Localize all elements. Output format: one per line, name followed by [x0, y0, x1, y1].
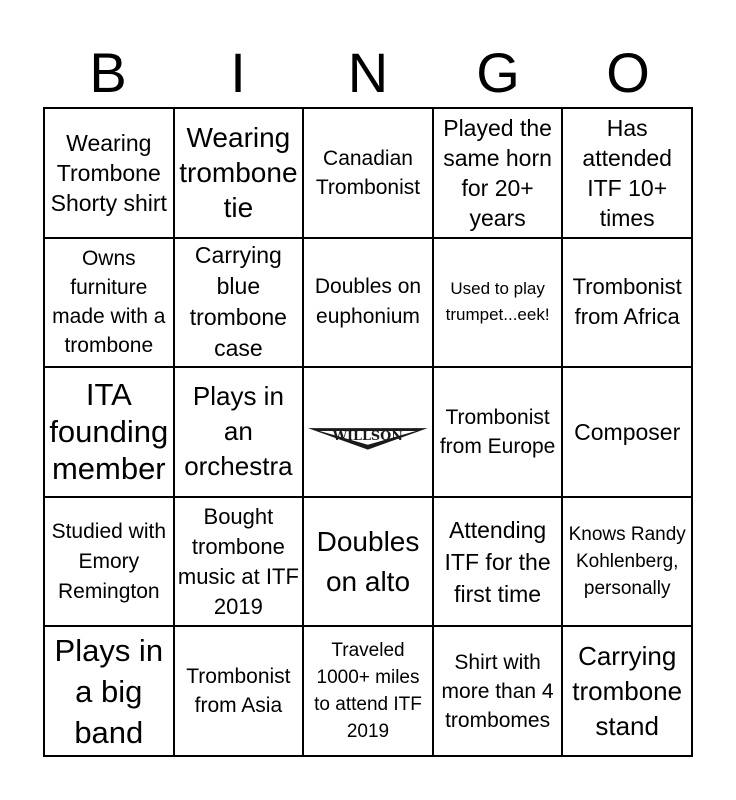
cell-text: Studied with Emory Remington: [51, 519, 166, 603]
bingo-cell[interactable]: [44, 108, 174, 238]
bingo-cell[interactable]: [433, 108, 563, 238]
bingo-cell[interactable]: [303, 108, 433, 238]
bingo-cell[interactable]: [174, 497, 304, 627]
cell-text: Used to play trumpet...eek!: [445, 279, 550, 325]
bingo-cell[interactable]: [44, 497, 174, 627]
cell-text: Has attended ITF 10+ times: [582, 114, 672, 231]
cell-text: Shirt with more than 4 trombomes: [441, 650, 554, 732]
bingo-cell[interactable]: [562, 367, 692, 497]
cell-text: Wearing trombone tie: [179, 122, 298, 224]
cell-text: Trombonist from Europe: [439, 405, 556, 458]
cell-text: Doubles on euphonium: [314, 275, 422, 329]
cell-text: Attending ITF for the first time: [444, 516, 551, 607]
cell-text: Owns furniture made with a trombone: [52, 247, 166, 358]
cell-text: Composer: [574, 418, 681, 445]
bingo-cell[interactable]: [562, 108, 692, 238]
bingo-cell[interactable]: [562, 626, 692, 756]
bingo-cell[interactable]: [433, 626, 563, 756]
bingo-cell[interactable]: [433, 497, 563, 627]
bingo-card: [43, 107, 693, 757]
bingo-cell[interactable]: [174, 108, 304, 238]
header-letter-o: O: [606, 41, 650, 104]
bingo-cell[interactable]: [174, 238, 304, 368]
cell-text: Played the same horn for 20+ years: [443, 114, 552, 231]
header-letter-b: B: [89, 41, 127, 104]
bingo-cell[interactable]: [174, 626, 304, 756]
cell-text: Trombonist from Asia: [186, 665, 291, 718]
bingo-header: [43, 40, 693, 106]
bingo-cell[interactable]: [562, 238, 692, 368]
bingo-cell[interactable]: [303, 238, 433, 368]
bingo-cell[interactable]: [174, 367, 304, 497]
cell-text: Canadian Trombonist: [315, 146, 421, 199]
cell-text: Wearing Trombone Shorty shirt: [50, 129, 167, 216]
cell-text: Traveled 1000+ miles to attend ITF 2019: [314, 640, 422, 743]
cell-text: Plays in a big band: [54, 632, 164, 750]
logo-text: WILLSON: [332, 428, 404, 444]
cell-text: Carrying blue trombone case: [189, 242, 287, 362]
bingo-cell[interactable]: [562, 497, 692, 627]
bingo-cell[interactable]: [303, 626, 433, 756]
cell-text: Carrying trombone stand: [572, 640, 683, 741]
bingo-cell[interactable]: [44, 626, 174, 756]
free-space-cell[interactable]: [303, 367, 433, 497]
header-letter-n: N: [347, 41, 389, 104]
cell-text: Trombonist from Africa: [572, 274, 682, 330]
header-letter-g: G: [476, 41, 520, 104]
bingo-cell[interactable]: [303, 497, 433, 627]
cell-text: ITA founding member: [49, 377, 169, 487]
header-letter-i: I: [230, 41, 246, 104]
cell-text: Plays in an orchestra: [184, 381, 293, 482]
bingo-cell[interactable]: [44, 238, 174, 368]
bingo-cell[interactable]: [44, 367, 174, 497]
bingo-cell[interactable]: [433, 367, 563, 497]
cell-text: Doubles on alto: [316, 525, 420, 597]
willson-logo-icon: [306, 412, 430, 452]
cell-text: Knows Randy Kohlenberg, personally: [568, 524, 686, 600]
bingo-cell[interactable]: [433, 238, 563, 368]
cell-text: Bought trombone music at ITF 2019: [177, 503, 299, 619]
